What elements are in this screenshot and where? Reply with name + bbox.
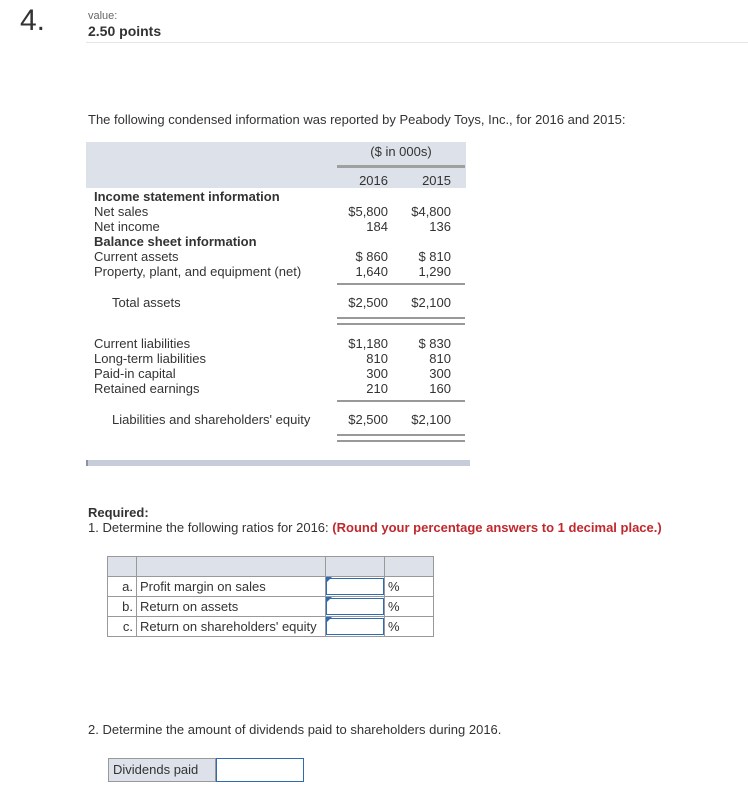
ratio-label: Return on assets [137,597,326,617]
ratio-unit: % [385,617,434,637]
points-value: 2.50 points [88,23,162,39]
profit-margin-input[interactable] [326,578,384,595]
long-term-liabilities-2015: 810 [429,351,451,366]
total-assets-2016: $2,500 [348,295,388,310]
net-income-2016: 184 [366,219,388,234]
net-income-2015: 136 [429,219,451,234]
requirement-2 [88,722,501,737]
header-divider [86,42,748,43]
ratio-label: Profit margin on sales [137,577,326,597]
return-on-assets-input[interactable] [326,598,384,615]
income-header: Income statement information [94,189,280,204]
ratio-letter: c. [108,617,137,637]
question-number: 4. [20,4,46,37]
ratio-unit: % [385,597,434,617]
intro-text: The following condensed information was reported by Peabody Toys, Inc., for 2016 and 2015: [88,112,626,127]
retained-earnings-label: Retained earnings [94,381,200,396]
table-row [108,597,434,617]
ratio-unit: % [385,577,434,597]
table-row [108,617,434,637]
current-assets-2016: $ 860 [355,249,388,264]
net-sales-2015: $4,800 [411,204,451,219]
long-term-liabilities-2016: 810 [366,351,388,366]
dividends-label: Dividends paid [108,758,216,782]
rounding-note: (Round your percentage answers to 1 decimal place.) [332,520,662,535]
dividends-input[interactable] [216,758,304,782]
ratio-label: Return on shareholders' equity [137,617,326,637]
ratio-letter: a. [108,577,137,597]
net-sales-label: Net sales [94,204,149,219]
ppe-2015: 1,290 [418,264,451,279]
year-2015: 2015 [422,173,451,188]
requirement-1 [88,520,662,535]
requirement-2-text: Determine the amount of dividends paid to shareholders during 2016. [102,722,502,737]
net-income-label: Net income [94,219,160,234]
required-heading: Required: [88,505,149,520]
ppe-2016: 1,640 [355,264,388,279]
year-2016: 2016 [359,173,388,188]
subtotal-rule-2 [337,400,465,402]
paid-in-capital-2016: 300 [366,366,388,381]
paid-in-capital-2015: 300 [429,366,451,381]
ratios-table [107,556,434,637]
requirement-1-text: Determine the following ratios for 2016: [102,520,329,535]
long-term-liabilities-label: Long-term liabilities [94,351,206,366]
value-label: value: [88,10,118,22]
current-assets-2015: $ 810 [418,249,451,264]
statement-footer-band [86,460,470,466]
current-liabilities-2015: $ 830 [418,336,451,351]
ratios-header-row [108,557,434,577]
requirement-2-number: 2. [88,722,99,737]
total-assets-2015: $2,100 [411,295,451,310]
total-rule-1 [337,317,465,319]
current-liabilities-2016: $1,180 [348,336,388,351]
liab-equity-2016: $2,500 [348,412,388,427]
current-liabilities-label: Current liabilities [94,336,191,351]
total-rule-2 [337,323,465,325]
total-rule-3 [337,434,465,436]
net-sales-2016: $5,800 [348,204,388,219]
header-rule [337,165,465,168]
liab-equity-2015: $2,100 [411,412,451,427]
table-row [108,577,434,597]
requirement-1-number: 1. [88,520,99,535]
ppe-label: Property, plant, and equipment (net) [94,264,302,279]
subtotal-rule [337,283,465,285]
return-on-equity-input[interactable] [326,618,384,635]
paid-in-capital-label: Paid-in capital [94,366,176,381]
total-rule-4 [337,440,465,442]
liab-equity-label: Liabilities and shareholders' equity [112,412,311,427]
retained-earnings-2016: 210 [366,381,388,396]
current-assets-label: Current assets [94,249,179,264]
balance-header: Balance sheet information [94,234,257,249]
retained-earnings-2015: 160 [429,381,451,396]
ratio-letter: b. [108,597,137,617]
total-assets-label: Total assets [112,295,181,310]
unit-label: ($ in 000s) [370,144,432,159]
